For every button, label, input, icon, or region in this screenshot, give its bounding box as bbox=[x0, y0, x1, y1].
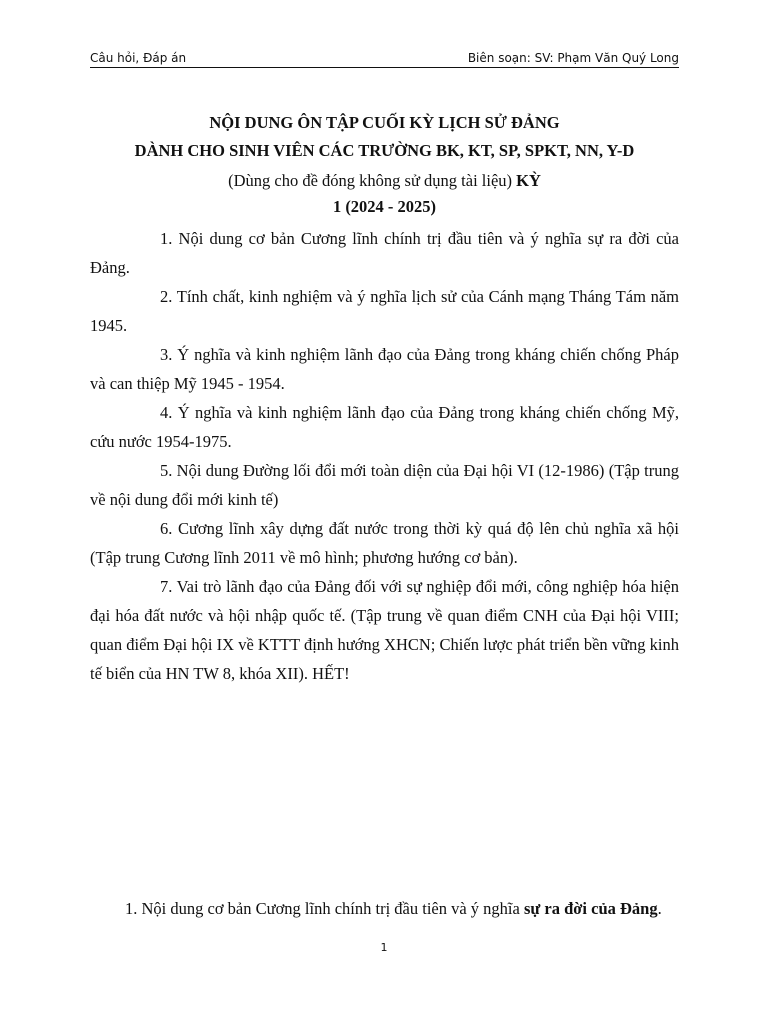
question-item-5: 5. Nội dung Đường lối đổi mới toàn diện của Đại hội VI (12-1986) (Tập trung về nội dung đổi mới kinh tế) bbox=[90, 461, 679, 509]
header-right-text: Biên soạn: SV: Phạm Văn Quý Long bbox=[467, 51, 679, 65]
title-line-2: DÀNH CHO SINH VIÊN CÁC TRƯỜNG BK, KT, SP, SPKT, NN, Y-D bbox=[134, 141, 635, 160]
first-answer-heading-normal: 1. Nội dung cơ bản Cương lĩnh chính trị đầu tiên và ý nghĩa bbox=[125, 899, 524, 918]
question-item-4: 4. Ý nghĩa và kinh nghiệm lãnh đạo của Đảng trong kháng chiến chống Mỹ, cứu nước 1954-1975. bbox=[90, 403, 679, 451]
header-rule bbox=[90, 67, 679, 68]
first-answer-heading bbox=[125, 897, 685, 921]
page-number: 1 bbox=[380, 941, 388, 954]
title-line-4: 1 (2024 - 2025) bbox=[332, 197, 437, 216]
question-item-2: 2. Tính chất, kinh nghiệm và ý nghĩa lịch sử của Cánh mạng Tháng Tám năm 1945. bbox=[90, 287, 679, 335]
first-answer-heading-end: . bbox=[657, 899, 662, 918]
question-item-6: 6. Cương lĩnh xây dựng đất nước trong thời kỳ quá độ lên chủ nghĩa xã hội (Tập trung Cương lĩnh 2011 về mô hình; phương hướng cơ bản). bbox=[90, 519, 679, 567]
title-line-3-bold: KỲ bbox=[516, 171, 541, 190]
first-answer-heading-bold: sự ra đời của Đảng bbox=[523, 899, 658, 918]
title-line-1: NỘI DUNG ÔN TẬP CUỐI KỲ LỊCH SỬ ĐẢNG bbox=[209, 113, 560, 132]
header-left-text: Câu hỏi, Đáp án bbox=[90, 51, 187, 65]
question-list bbox=[90, 224, 679, 688]
title-line-3-normal: (Dùng cho đề đóng không sử dụng tài liệu) bbox=[228, 171, 517, 190]
question-item-3: 3. Ý nghĩa và kinh nghiệm lãnh đạo của Đảng trong kháng chiến chống Pháp và can thiệp Mỹ 1945 - 1954. bbox=[90, 345, 679, 393]
title-line-3 bbox=[90, 169, 679, 193]
question-item-1: 1. Nội dung cơ bản Cương lĩnh chính trị đầu tiên và ý nghĩa sự ra đời của Đảng. bbox=[90, 229, 679, 277]
question-item-7: 7. Vai trò lãnh đạo của Đảng đối với sự nghiệp đổi mới, công nghiệp hóa hiện đại hóa đất nước và hội nhập quốc tế. (Tập trung về quan điểm CNH của Đại hội VIII; quan điểm Đại hội IX về KTTT định hướng XHCN; Chiến lược phát triển bền vững kinh tế biển của HN TW 8, khóa XII). HẾT! bbox=[90, 577, 679, 683]
